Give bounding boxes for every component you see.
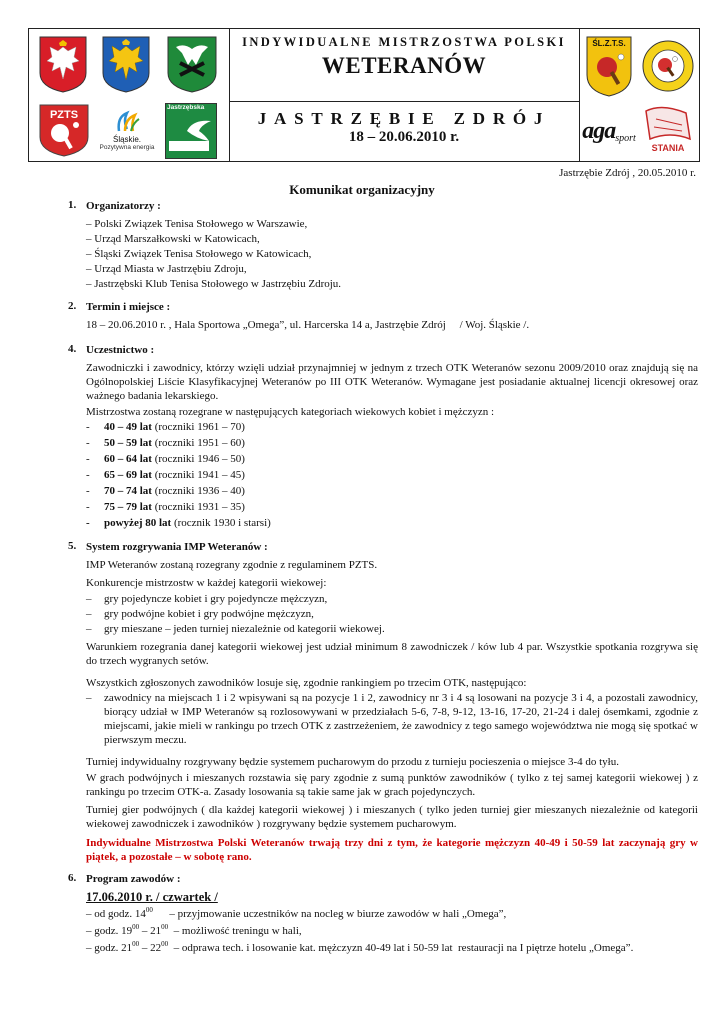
slaskie-slogan: Pozytywna energia	[99, 143, 155, 151]
slaskie-logo	[97, 101, 157, 159]
stania-text: STANIA	[651, 143, 685, 153]
slaskie-swirl-icon	[113, 109, 141, 135]
draw-dash: –	[86, 692, 92, 704]
competition-item: gry mieszane – jeden turniej niezależnie od kategorii wiekowej.	[104, 623, 385, 635]
section-title-organizers: Organizatorzy :	[86, 200, 161, 212]
jsw-logo	[159, 101, 225, 159]
section-number: 6.	[68, 872, 77, 884]
participation-paragraph: Zawodniczki i zawodnicy, którzy wzięli udział przynajmniej w jednym z trzech OTK Weteranów sezonu 2009/2010 oraz znajdują się na Ogólnopolskiej Liście Klasyfikacyjnej Weteranów po III OTK Weteranów. Wymagane jest posiadanie aktualnej licencji okresowej oraz ważnego badania lekarskiego.	[86, 362, 698, 402]
silesia-coat-of-arms	[95, 33, 157, 95]
category-dash: -	[86, 453, 90, 465]
organizer-line: – Urząd Miasta w Jastrzębiu Zdroju,	[86, 263, 247, 275]
system-paragraph: Turniej gier podwójnych ( dla każdej kategorii wiekowej ) i mieszanych ( tylko jeden turniej gier mieszanych niezależnie od kategorii wiekowej zawodniczek i zawodników ) rozgrywany będzie systemem pucharowym.	[86, 804, 698, 830]
program-item: – godz. $19^{00} - 21^{00}$ – możliwość treningu w hali,	[86, 923, 302, 937]
document-title: Komunikat organizacyjny	[289, 182, 435, 197]
categories-intro: Mistrzostwa zostaną rozegrane w następujących kategoriach wiekowych kobiet i mężczyzn :	[86, 406, 495, 418]
competition-item: gry pojedyncze kobiet i gry pojedyncze mężczyzn,	[104, 593, 328, 605]
system-paragraph: W grach podwójnych i mieszanych rozstawia się pary zgodnie z sumą punktów zawodników ( tylko z tej samej kategorii wiekowej ) z rankingu po trzecim OTK-a. Zasady losowania są takie same jak w grach pojedynczych.	[86, 772, 698, 798]
category-dash: -	[86, 437, 90, 449]
document-date: Jastrzębie Zdrój , 20.05.2010 r.	[559, 167, 696, 179]
section-number: 5.	[68, 540, 77, 552]
system-paragraph: Turniej indywidualny rozgrywany będzie systemem pucharowym do przodu z turnieju pocieszenia o miejsce 3-4 do tyłu.	[86, 756, 619, 768]
club-round-logo	[639, 33, 697, 99]
header-divider	[579, 29, 580, 161]
category-dash: -	[86, 421, 90, 433]
header-box	[28, 28, 700, 162]
competition-item: gry podwójne kobiet i gry podwójne mężczyzn,	[104, 608, 314, 620]
category-item: 75 – 79 lat (roczniki 1931 – 35)	[104, 501, 245, 513]
stania-logo	[639, 103, 697, 159]
pzts-text: PZTS	[49, 109, 79, 121]
draw-rules-paragraph: zawodnicy na miejscach 1 i 2 wpisywani są na pozycje 1 i 2, zawodnicy nr 3 i 4 są losowani na pozycje 3 i 4, a pozostali zawodnicy, biorący udział w IMP Weteranów są rozlosowywani w przedziałach 5-6, 7-8, 9-12, 13-16, 17-20, 21-24 i dalej ósemkami, zgodnie z miejscami, jakie mieli w rankingu po trzech OTK z zastrzeżeniem, że zawodnicy z tego samego województwa nie mogą się spotkać w pierwszym meczu.	[104, 692, 698, 746]
category-item: 50 – 59 lat (roczniki 1951 – 60)	[104, 437, 245, 449]
schedule-notice: Indywidualne Mistrzostwa Polski Weteranów trwają trzy dni z tym, że kategorie mężczyzn 40-49 i 50-59 lat zaczynają gry w piątek, a pozostałe – w sobotę rano.	[86, 837, 698, 863]
slaskie-name: Śląskie.	[112, 134, 141, 144]
championship-title: INDYWIDUALNE MISTRZOSTWA POLSKI	[242, 35, 566, 49]
category-item: 70 – 74 lat (roczniki 1936 – 40)	[104, 485, 245, 497]
jastrzebie-coat-of-arms	[159, 33, 225, 95]
section-title-program: Program zawodów :	[86, 873, 181, 885]
competition-dash: –	[86, 593, 92, 605]
program-item: – od godz. $14^{00}$ – przyjmowanie uczestników na nocleg w biurze zawodów w hali „Omega”,	[86, 906, 507, 920]
section-number: 4.	[68, 343, 77, 355]
event-dates: 18 – 20.06.2010 r.	[348, 129, 460, 145]
organizer-line: – Śląski Związek Tenisa Stołowego w Katowicach,	[86, 248, 312, 260]
header-divider	[229, 101, 579, 102]
system-paragraph: IMP Weteranów zostaną rozegrany zgodnie z regulaminem PZTS.	[86, 559, 378, 571]
category-item: 40 – 49 lat (roczniki 1961 – 70)	[104, 421, 245, 433]
slzts-logo	[581, 33, 637, 99]
event-city: JASTRZĘBIE ZDRÓJ	[257, 109, 551, 128]
section-title-participation: Uczestnictwo :	[86, 344, 155, 356]
slzts-text: ŚL.Z.T.S.	[592, 39, 626, 48]
program-day-heading: 17.06.2010 r. / czwartek /	[86, 890, 218, 904]
category-item: 65 – 69 lat (roczniki 1941 – 45)	[104, 469, 245, 481]
system-paragraph: Konkurencje mistrzostw w każdej kategorii wiekowej:	[86, 577, 327, 589]
section-number: 1.	[68, 199, 77, 211]
championship-subtitle: WETERANÓW	[321, 53, 487, 78]
jsw-text: Jastrzębska	[167, 104, 205, 111]
category-dash: -	[86, 501, 90, 513]
competition-dash: –	[86, 608, 92, 620]
system-paragraph: Warunkiem rozegrania danej kategorii wiekowej jest udział minimum 8 zawodniczek / ków lub 4 par. Wszystkie spotkania rozgrywa się do trzech wygranych setów.	[86, 641, 698, 667]
category-dash: -	[86, 469, 90, 481]
competition-dash: –	[86, 623, 92, 635]
section-title-date-place: Termin i miejsce :	[86, 301, 171, 313]
aga-sport-text: sport	[615, 132, 636, 144]
system-paragraph: Wszystkich zgłoszonych zawodników losuje się, zgodnie rankingiem po trzecim OTK, następująco:	[86, 677, 527, 689]
pzts-logo	[33, 101, 95, 159]
section-number: 2.	[68, 300, 77, 312]
category-item: 60 – 64 lat (roczniki 1946 – 50)	[104, 453, 245, 465]
aga-text: aga	[582, 117, 616, 144]
section-title-system: System rozgrywania IMP Weteranów :	[86, 541, 268, 553]
organizer-line: – Jastrzębski Klub Tenisa Stołowego w Jastrzębiu Zdroju.	[86, 278, 342, 290]
category-item: powyżej 80 lat (rocznik 1930 i starsi)	[104, 517, 271, 529]
polish-eagle-emblem	[33, 33, 93, 95]
category-dash: -	[86, 517, 90, 529]
organizer-line: – Polski Związek Tenisa Stołowego w Warszawie,	[86, 218, 308, 230]
date-place-line: 18 – 20.06.2010 r. , Hala Sportowa „Omega”, ul. Harcerska 14 a, Jastrzębie Zdrój / Woj. Śląskie /.	[86, 319, 530, 331]
organizer-line: – Urząd Marszałkowski w Katowicach,	[86, 233, 260, 245]
program-item: – godz. $21^{00} - 22^{00}$ – odprawa tech. i losowanie kat. mężczyzn 40-49 lat i 50-59 lat restauracji na I piętrze hotelu „Omega”.	[86, 940, 634, 954]
category-dash: -	[86, 485, 90, 497]
aga-sport-logo	[581, 103, 637, 159]
